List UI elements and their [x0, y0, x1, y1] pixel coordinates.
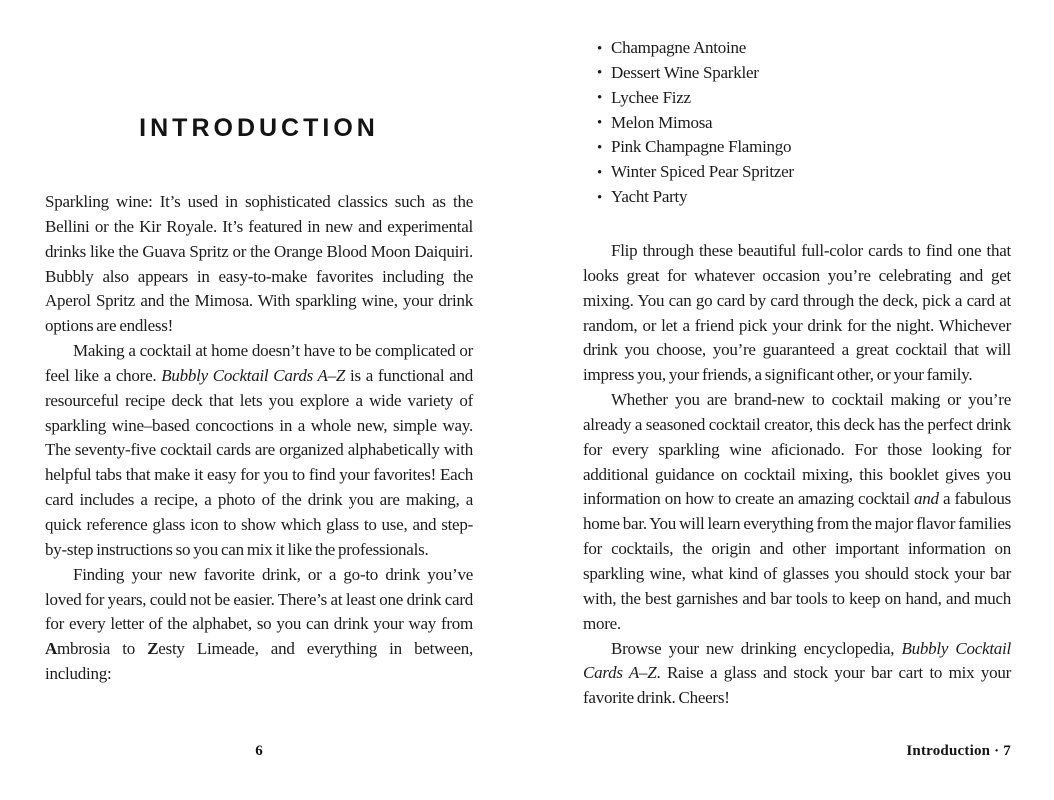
drink-list-item: • Winter Spiced Pear Spritzer [583, 160, 1011, 185]
page-number-left: 6 [255, 743, 263, 759]
paragraph-finding-drink: Finding your new favorite drink, or a go-to drink you’ve loved for years, could not be easier. There’s at least one drink card for every letter of the alphabet, so you can drink your way from Ambrosia to Zesty Limeade, and everything in between, including: [45, 564, 473, 684]
running-footer-right: Introduction · 7 [906, 743, 1011, 759]
right-body-text [583, 239, 1011, 711]
drink-list-item: • Pink Champagne Flamingo [583, 135, 1011, 160]
paragraph-browse: Browse your new drinking encyclopedia, Bubbly Cocktail Cards A–Z. Raise a glass and stock your bar cart to mix your favorite drink. Cheers! [583, 638, 1011, 708]
paragraph-flip-through: Flip through these beautiful full-color cards to find one that looks great for whatever occasion you’re celebrating and get mixing. You can go card by card through the deck, pick a card at random, or let a friend pick your drink for the night. Whichever drink you choose, you’re guaranteed a great cocktail that will impress you, your friends, a significant other, or your family. [583, 241, 1011, 385]
drink-list-item: • Champagne Antoine [583, 36, 1011, 61]
page-right [583, 0, 1011, 800]
drink-list-item: • Lychee Fizz [583, 86, 1011, 111]
left-body-text [45, 190, 473, 687]
chapter-heading: INTRODUCTION [139, 114, 379, 142]
drink-list [583, 36, 1011, 210]
drink-list-item: • Melon Mimosa [583, 111, 1011, 136]
drink-list-item: • Yacht Party [583, 185, 1011, 210]
page-left [45, 0, 473, 800]
paragraph-deck-description: Making a cocktail at home doesn’t have to be complicated or feel like a chore. Bubbly Cocktail Cards A–Z is a functional and resourceful recipe deck that lets you explore a wide variety of sparkling wine–based concoctions in a whole new, simple way. The seventy-five cocktail cards are organized alphabetically with helpful tabs that make it easy for you to find your favorites! Each card includes a recipe, a photo of the drink you are making, a quick reference glass icon to show which glass to use, and step-by-step instructions so you can mix it like the professionals. [45, 341, 473, 559]
drink-list-item: • Dessert Wine Sparkler [583, 61, 1011, 86]
paragraph-whether-new: Whether you are brand-new to cocktail making or you’re already a seasoned cocktail creator, this deck has the perfect drink for every sparkling wine aficionado. For those looking for additional guidance on cocktail mixing, this booklet gives you information on how to create an amazing cocktail and a fabulous home bar. You will learn everything from the major flavor families for cocktails, the origin and other important information on sparkling wine, what kind of glasses you should stock your bar with, the best garnishes and bar tools to keep on hand, and much more. [583, 390, 1012, 633]
paragraph-intro: Sparkling wine: It’s used in sophisticated classics such as the Bellini or the Kir Royale. It’s featured in new and experimental drinks like the Guava Spritz or the Orange Blood Moon Daiquiri. Bubbly also appears in easy-to-make favorites including the Aperol Spritz and the Mimosa. With sparkling wine, your drink options are endless! [45, 192, 473, 336]
